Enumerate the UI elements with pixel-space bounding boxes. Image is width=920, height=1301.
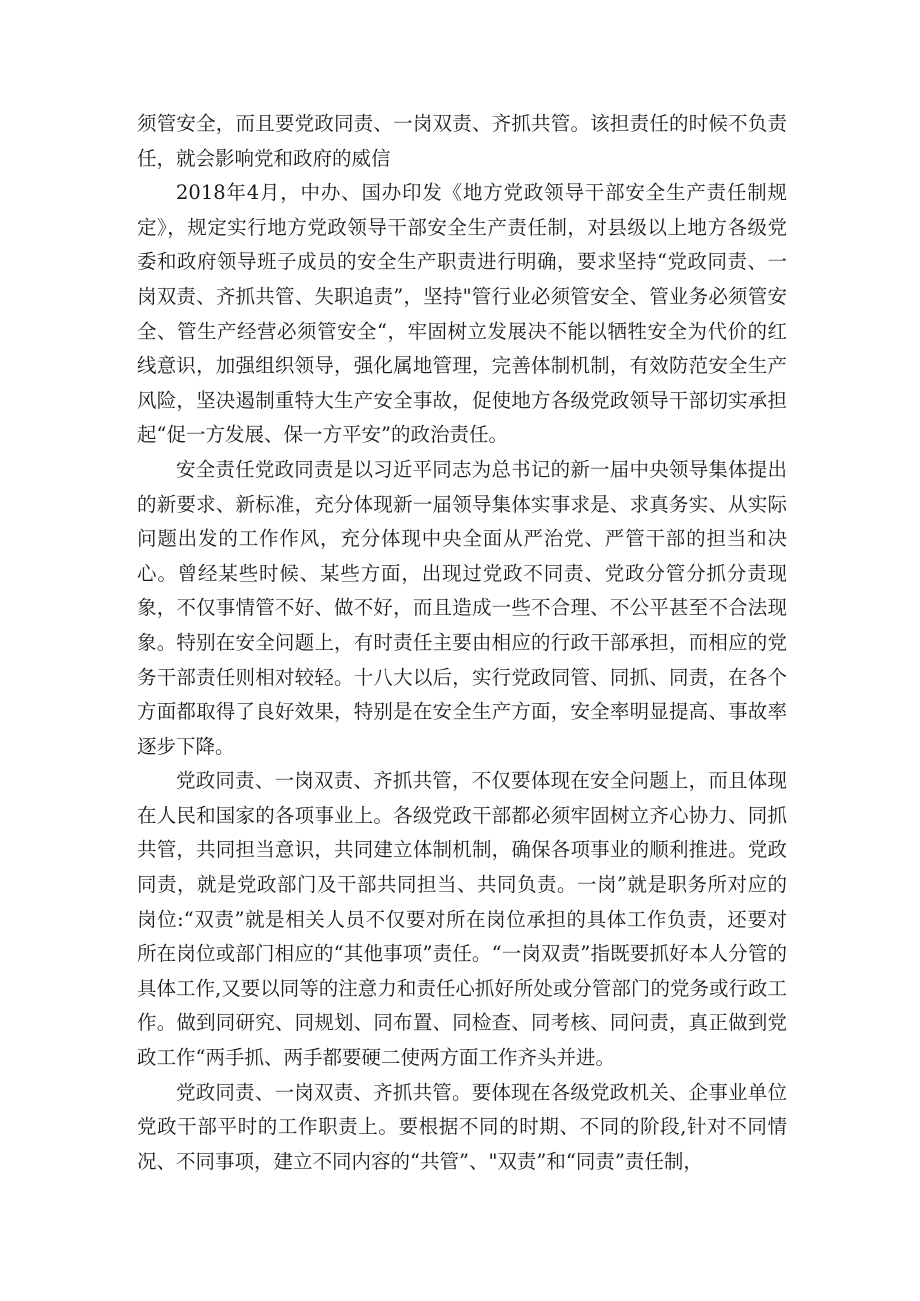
paragraph-daily-duties: 党政同责、一岗双责、齐抓共管。要体现在各级党政机关、企事业单位党政干部平时的工作职责上。要根据不同的时期、不同的阶段,针对不同情况、不同事项，建立不同内容的“共管”、"双责”和“同责”责任制，: [137, 1080, 787, 1173]
paragraph-2018-regulation: 2018年4月，中办、国办印发《地方党政领导干部安全生产责任制规定》，规定实行地方党政领导干部安全生产责任制，对县级以上地方各级党委和政府领导班子成员的安全生产职责进行明确，要求坚持“党政同责、一岗双责、齐抓共管、失职追责”，坚持"管行业必须管安全、管业务必须管安全、管生产经营必须管安全“，牢固树立发展决不能以牺牲安全为代价的红线意识，加强组织领导，强化属地管理，完善体制机制，有效防范安全生产风险，坚决遏制重特大生产安全事故，促使地方各级党政领导干部切实承担起“促一方发展、保一方平安”的政治责任。: [137, 181, 787, 447]
document-body: [137, 107, 787, 1179]
paragraph-joint-responsibility: 党政同责、一岗双责、齐抓共管，不仅要体现在安全问题上，而且体现在人民和国家的各项事业上。各级党政干部都必须牢固树立齐心协力、同抓共管，共同担当意识，共同建立体制机制，确保各项事业的顺利推进。党政同责，就是党政部门及干部共同担当、共同负责。一岗”就是职务所对应的岗位:“双责”就是相关人员不仅要对所在岗位承担的具体工作负责，还要对所在岗位或部门相应的“其他事项”责任。“一岗双责”指既要抓好本人分管的具体工作,又要以同等的注意力和责任心抓好所处或分管部门的党务或行政工作。做到同研究、同规划、同布置、同检查、同考核、同问责，真正做到党政工作“两手抓、两手都要硬二使两方面工作齐头并进。: [137, 769, 787, 1070]
paragraph-continuation: 须管安全，而且要党政同责、一岗双责、齐抓共管。该担责任的时候不负责任，就会影响党和政府的威信: [137, 112, 787, 170]
paragraph-safety-responsibility: 安全责任党政同责是以习近平同志为总书记的新一届中央领导集体提出的新要求、新标准，充分体现新一届领导集体实事求是、求真务实、从实际问题出发的工作作风，充分体现中央全面从严治党、严管干部的担当和决心。曾经某些时候、某些方面，出现过党政不同责、党政分管分抓分责现象，不仅事情管不好、做不好，而且造成一些不合理、不公平甚至不合法现象。特别在安全问题上，有时责任主要由相应的行政干部承担，而相应的党务干部责任则相对较轻。十八大以后，实行党政同管、同抓、同责，在各个方面都取得了良好效果，特别是在安全生产方面，安全率明显提高、事故率逐步下降。: [137, 457, 787, 758]
